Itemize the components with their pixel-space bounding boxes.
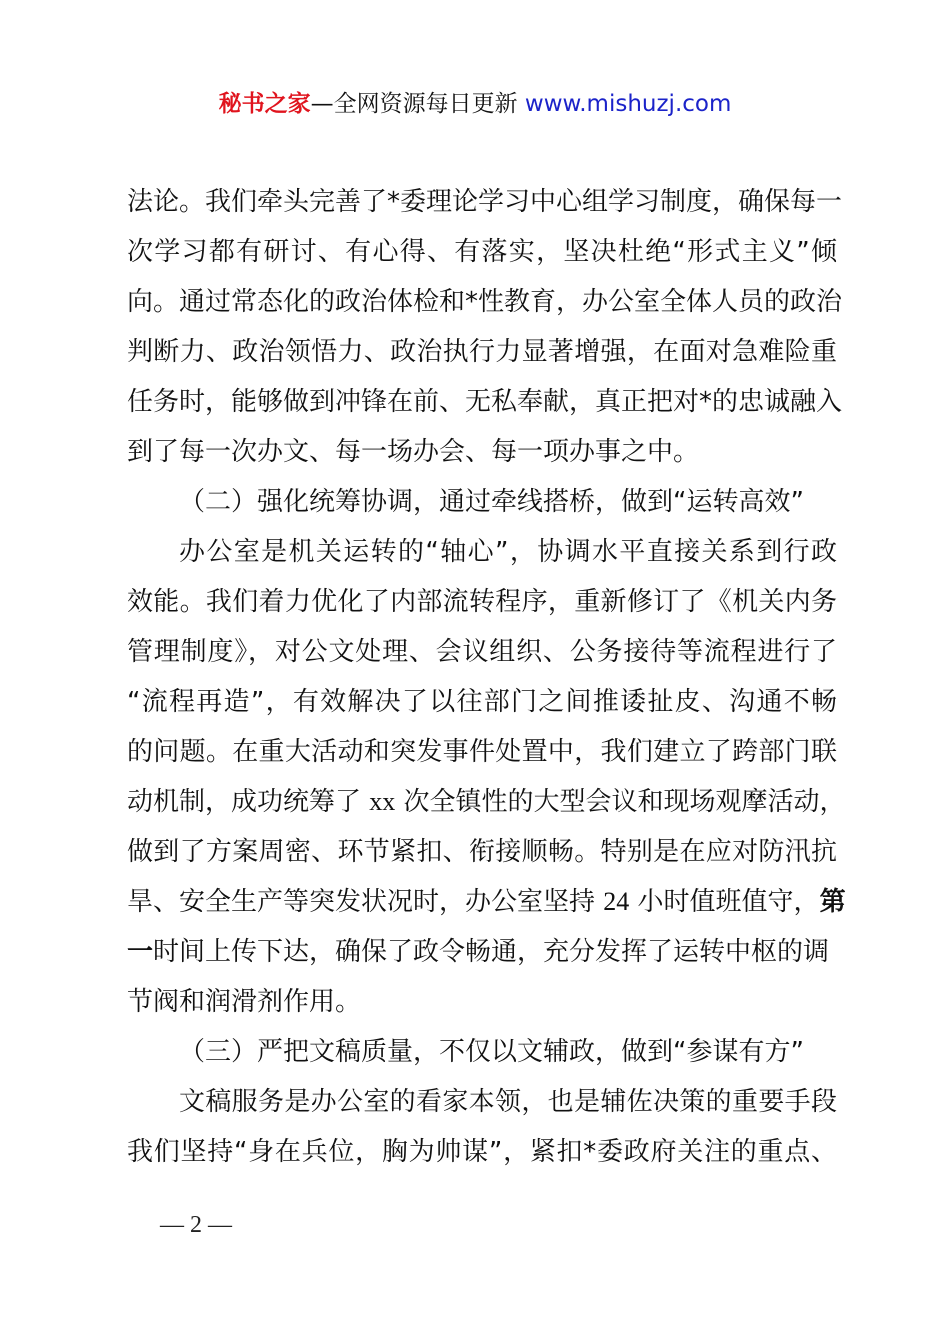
section-heading: （三）严把文稿质量，不仅以文辅政，做到“参谋有方” — [179, 1037, 804, 1067]
body-line: “流程再造”，有效解决了以往部门之间推诿扯皮、沟通不畅 — [127, 687, 837, 717]
body-line: 做到了方案周密、环节紧扣、衔接顺畅。特别是在应对防汛抗 — [127, 837, 837, 867]
body-line: 次学习都有研讨、有心得、有落实，坚决杜绝“形式主义”倾 — [127, 237, 837, 267]
body-line: 向。通过常态化的政治体检和*性教育，办公室全体人员的政治 — [127, 287, 843, 317]
section-heading: （二）强化统筹协调，通过牵线搭桥，做到“运转高效” — [179, 487, 804, 517]
body-text-run: 次全镇性的大型会议和现场观摩活动， — [403, 787, 846, 817]
document-body — [127, 177, 846, 1177]
body-line: 我们坚持“身在兵位，胸为帅谋”，紧扣*委政府关注的重点、 — [127, 1137, 837, 1167]
body-line: 文稿服务是办公室的看家本领，也是辅佐决策的重要手段 — [179, 1087, 837, 1117]
body-line: 判断力、政治领悟力、政治执行力显著增强，在面对急难险重 — [127, 337, 837, 367]
website-url-link[interactable]: www.mishuzj.com — [524, 91, 732, 117]
body-bold-run: 一 — [127, 937, 154, 967]
body-line: 任务时，能够做到冲锋在前、无私奉献，真正把对*的忠诚融入 — [127, 387, 843, 417]
body-line — [127, 877, 846, 927]
page-number: — 2 — — [160, 1212, 232, 1238]
body-line: 管理制度》，对公文处理、会议组织、公务接待等流程进行了 — [127, 637, 837, 667]
body-line: 的问题。在重大活动和突发事件处置中，我们建立了跨部门联 — [127, 737, 837, 767]
body-line: 办公室是机关运转的“轴心”，协调水平直接关系到行政 — [179, 537, 837, 567]
body-line: 效能。我们着力优化了内部流转程序，重新修订了《机关内务 — [127, 587, 837, 617]
body-bold-run: 第 — [819, 887, 846, 917]
body-line — [127, 927, 837, 977]
body-text-run: 时间上传下达，确保了政令畅通，充分发挥了运转中枢的调 — [153, 937, 830, 967]
brand-name: 秘书之家 — [218, 91, 311, 117]
body-text-run: 24 — [603, 887, 630, 916]
header-tagline: —全网资源每日更新 — [310, 91, 525, 117]
site-header-banner — [0, 88, 950, 120]
body-line — [127, 777, 846, 827]
body-line: 到了每一次办文、每一场办会、每一项办事之中。 — [127, 437, 700, 467]
body-text-run: 旱、安全生产等突发状况时，办公室坚持 — [127, 887, 596, 917]
body-line: 节阀和润滑剂作用。 — [127, 987, 362, 1017]
body-text-run: xx — [369, 787, 396, 816]
body-text-run: 动机制，成功统筹了 — [127, 787, 362, 817]
body-text-run: 小时值班值守， — [637, 887, 820, 917]
body-line: 法论。我们牵头完善了*委理论学习中心组学习制度，确保每一 — [127, 187, 843, 217]
